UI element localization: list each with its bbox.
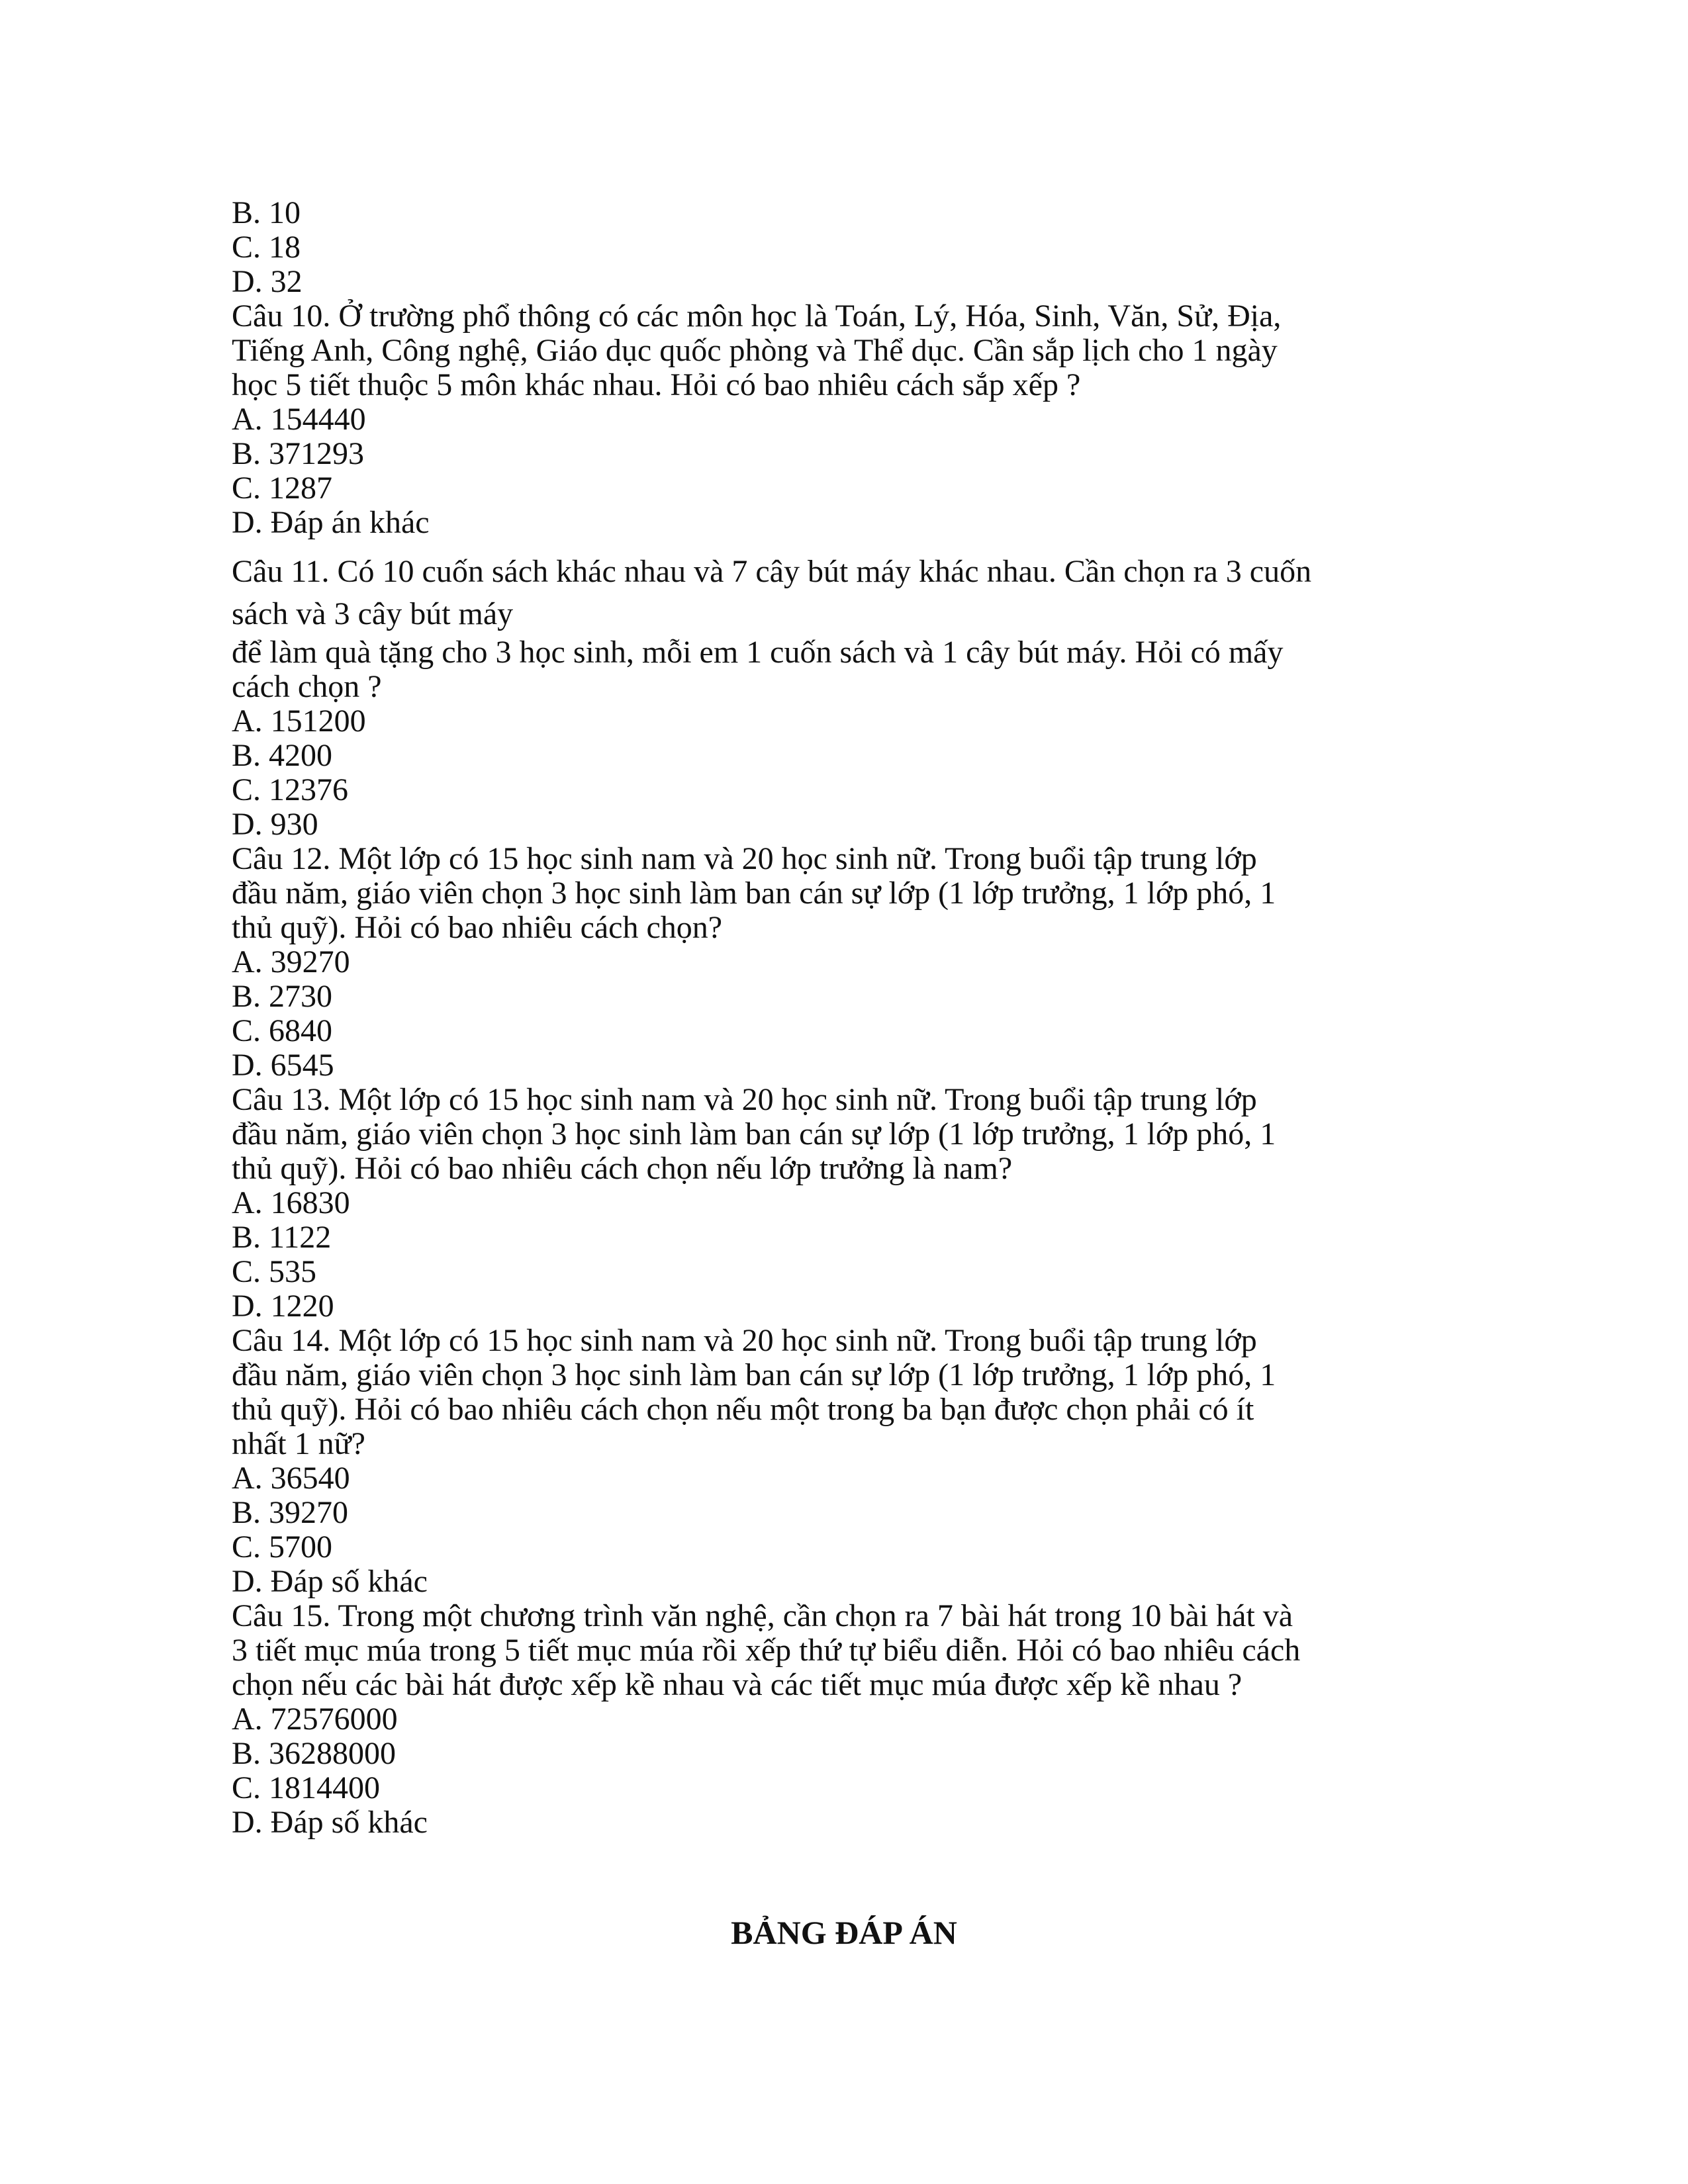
question-text-line: Câu 12. Một lớp có 15 học sinh nam và 20 học sinh nữ. Trong buổi tập trung lớp xyxy=(232,841,1257,876)
question-text-line: Câu 14. Một lớp có 15 học sinh nam và 20 học sinh nữ. Trong buổi tập trung lớp xyxy=(232,1323,1257,1358)
option-b: B. 36288000 xyxy=(232,1736,397,1771)
option-d: D. 32 xyxy=(232,264,303,299)
option-b: B. 371293 xyxy=(232,436,365,471)
option-b: B. 1122 xyxy=(232,1220,332,1255)
question-text-line: đầu năm, giáo viên chọn 3 học sinh làm ban cán sự lớp (1 lớp trưởng, 1 lớp phó, 1 xyxy=(232,1116,1276,1152)
question-text-line: sách và 3 cây bút máy xyxy=(232,596,514,631)
option-a: A. 39270 xyxy=(232,944,350,979)
question-12 xyxy=(232,842,1476,1083)
question-text-line: Tiếng Anh, Công nghệ, Giáo dục quốc phòng và Thể dục. Cần sắp lịch cho 1 ngày xyxy=(232,333,1278,368)
option-d: D. 930 xyxy=(232,807,318,842)
option-c: C. 535 xyxy=(232,1254,317,1289)
option-b: B. 4200 xyxy=(232,738,333,773)
question-text-line: học 5 tiết thuộc 5 môn khác nhau. Hỏi có bao nhiêu cách sắp xếp ? xyxy=(232,367,1081,402)
page-content xyxy=(232,196,1476,1840)
question-text-line: đầu năm, giáo viên chọn 3 học sinh làm ban cán sự lớp (1 lớp trưởng, 1 lớp phó, 1 xyxy=(232,876,1276,911)
answer-table-heading: BẢNG ĐÁP ÁN xyxy=(731,1914,957,1951)
question-text-line: để làm quà tặng cho 3 học sinh, mỗi em 1 cuốn sách và 1 cây bút máy. Hỏi có mấy xyxy=(232,635,1284,670)
question-text-line: Câu 11. Có 10 cuốn sách khác nhau và 7 cây bút máy khác nhau. Cần chọn ra 3 cuốn xyxy=(232,554,1312,589)
option-c: C. 1287 xyxy=(232,471,333,506)
question-text-line: thủ quỹ). Hỏi có bao nhiêu cách chọn nếu lớp trưởng là nam? xyxy=(232,1151,1013,1186)
question-11 xyxy=(232,551,1476,842)
option-d: D. 6545 xyxy=(232,1048,334,1083)
previous-question-options xyxy=(232,196,1476,299)
option-a: A. 154440 xyxy=(232,402,366,437)
option-b: B. 2730 xyxy=(232,979,333,1014)
question-14 xyxy=(232,1324,1476,1599)
option-d: D. 1220 xyxy=(232,1289,334,1324)
question-text-line: Câu 13. Một lớp có 15 học sinh nam và 20 học sinh nữ. Trong buổi tập trung lớp xyxy=(232,1082,1257,1117)
option-a: A. 151200 xyxy=(232,704,366,739)
question-text-line: thủ quỹ). Hỏi có bao nhiêu cách chọn nếu một trong ba bạn được chọn phải có ít xyxy=(232,1392,1254,1427)
option-d: D. Đáp án khác xyxy=(232,505,430,540)
question-text-line: 3 tiết mục múa trong 5 tiết mục múa rồi xếp thứ tự biểu diễn. Hỏi có bao nhiêu cách xyxy=(232,1633,1301,1668)
question-text-line: Câu 15. Trong một chương trình văn nghệ, cần chọn ra 7 bài hát trong 10 bài hát và xyxy=(232,1598,1293,1633)
question-text-line: nhất 1 nữ? xyxy=(232,1426,365,1461)
option-b: B. 39270 xyxy=(232,1495,349,1530)
option-b: B. 10 xyxy=(232,195,301,230)
question-text-line: chọn nếu các bài hát được xếp kề nhau và các tiết mục múa được xếp kề nhau ? xyxy=(232,1667,1243,1702)
option-a: A. 36540 xyxy=(232,1461,350,1496)
option-d: D. Đáp số khác xyxy=(232,1564,428,1599)
option-c: C. 18 xyxy=(232,230,301,265)
question-10 xyxy=(232,299,1476,540)
option-c: C. 5700 xyxy=(232,1529,333,1565)
question-text-line: đầu năm, giáo viên chọn 3 học sinh làm ban cán sự lớp (1 lớp trưởng, 1 lớp phó, 1 xyxy=(232,1357,1276,1392)
option-a: A. 72576000 xyxy=(232,1702,398,1737)
question-13 xyxy=(232,1083,1476,1324)
question-text-line: Câu 10. Ở trường phổ thông có các môn học là Toán, Lý, Hóa, Sinh, Văn, Sử, Địa, xyxy=(232,298,1282,334)
option-c: C. 6840 xyxy=(232,1013,333,1048)
question-text-line: cách chọn ? xyxy=(232,669,382,704)
option-c: C. 1814400 xyxy=(232,1770,381,1805)
option-d: D. Đáp số khác xyxy=(232,1805,428,1840)
question-15 xyxy=(232,1599,1476,1840)
option-a: A. 16830 xyxy=(232,1185,350,1220)
option-c: C. 12376 xyxy=(232,772,349,807)
question-text-line: thủ quỹ). Hỏi có bao nhiêu cách chọn? xyxy=(232,910,723,945)
